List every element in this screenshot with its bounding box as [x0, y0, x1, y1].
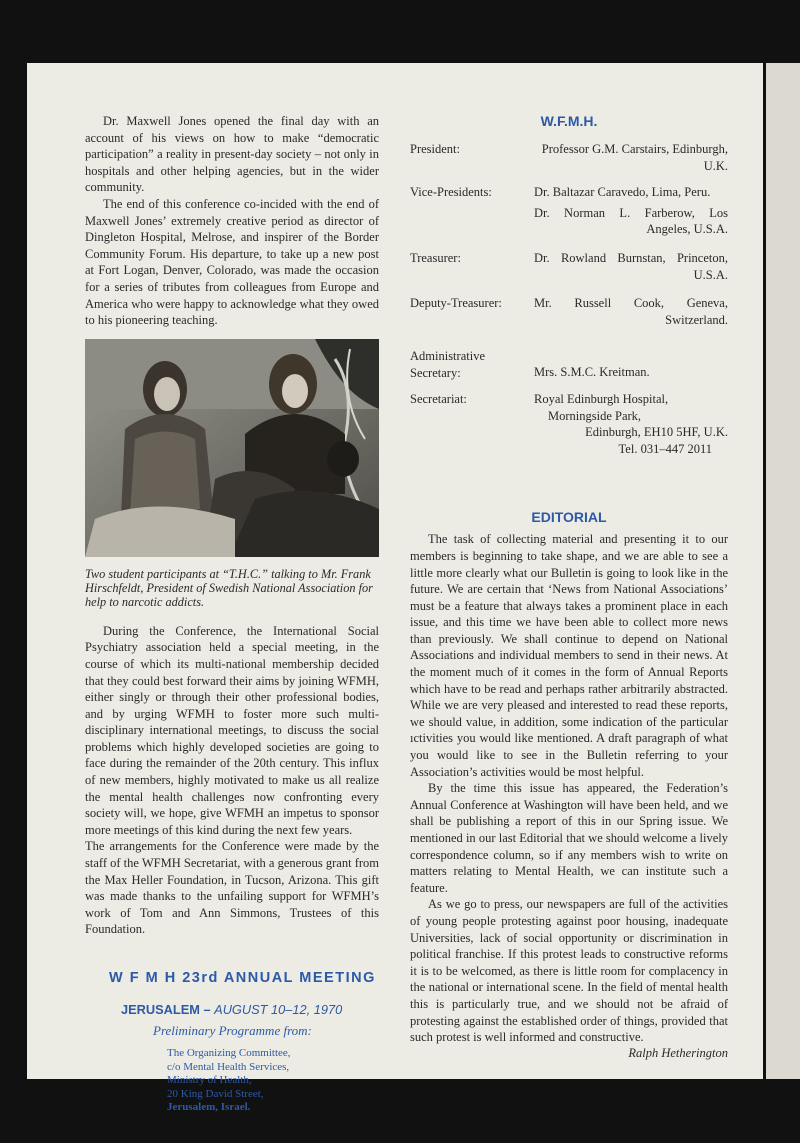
announcement-title: W F M H 23rd ANNUAL MEETING — [109, 970, 376, 986]
officer-role: Deputy-Treasurer: — [410, 296, 502, 311]
address-line: The Organizing Committee, — [167, 1047, 291, 1059]
officer-admin-secretary — [410, 348, 728, 381]
officer-name: Mrs. S.M.C. Kreitman. — [534, 365, 650, 380]
officer-role: President: — [410, 142, 460, 156]
officer-name: Royal Edinburgh Hospital, Morningside Park, Edinburgh, EH10 5HF, U.K. Tel. 031–447 2011 — [534, 391, 728, 456]
officer-role: Administrative Secretary: — [410, 349, 485, 380]
announcement-city: JERUSALEM – — [121, 1002, 215, 1017]
address-line: Ministry of Health, — [167, 1074, 252, 1086]
announcement-location-dates — [85, 1002, 379, 1017]
officer-name: Professor G.M. Carstairs, Edinburgh, U.K. — [541, 142, 728, 173]
editorial-signature: Ralph Hetherington — [628, 1045, 728, 1060]
officer-treasurer — [410, 250, 728, 283]
editorial-heading: EDITORIAL — [531, 509, 607, 526]
paragraph: The end of this conference co-incided with the end of Maxwell Jones’ extremely creative period as director of Dingleton Hospital, Melrose, and inspirer of the Border Community Forum. His departure, to take up a new post at Fort Logan, Denver, Colorado, was made the occasion for a series of tributes from colleagues from Europe and America who were happy to acknowledge what they owed to his pioneering teaching. — [85, 196, 379, 328]
officer-name: Mr. Russell Cook, Geneva, Switzerland. — [534, 296, 728, 327]
left-column — [85, 113, 379, 1115]
next-page-edge — [766, 63, 800, 1079]
paragraph: During the Conference, the International Social Psychiatry association held a special meeting, in the course of which its multi-national membership decided that they could best forward their aims by joining WFMH, either singly or through their other professional bodies, and by urging WFMH to foster more such multi-disciplinary international meetings, to discuss the social problems which highly developed societies are going to face during the remainder of the 20th century. This influx of new members, highly motivated to make us all realize the mental health challenges now confronting every society will, we hope, give WFMH an impetus to sponsor more meetings of this kind during the next few years. — [85, 623, 379, 837]
officer-role: Treasurer: — [410, 250, 461, 265]
announcement-address — [85, 1047, 379, 1115]
paragraph: Dr. Maxwell Jones opened the final day with an account of his views on how to make “democratic participation” a reality in present-day society – not only in hospitals and other helping agencies, but in the wider community. — [85, 114, 379, 195]
annual-meeting-announcement — [85, 970, 379, 1115]
paragraph: As we go to press, our newspapers are full of the activities of young people protesting against poor housing, inadequate Universities, lack of social opportunity or discrimination in political franchise. If this protest leads to constructive reforms it is to be welcomed, as there is little room for complacency in the national or international scene. In the field of mental health this is particularly true, and we should not be afraid of protesting against the established order of things, provided that such protest is well informed and constructive. — [410, 897, 728, 1045]
officer-role: Secretariat: — [410, 391, 467, 406]
announcement-dates: AUGUST 10–12, 1970 — [214, 1002, 343, 1017]
paragraph: By the time this issue has appeared, the Federation’s Annual Conference at Washington will have been held, and we shall be publishing a report of this in our Spring issue. We mentioned in our last Editorial that we should welcome a lively correspondence column, so if any members wish to write on matters relating to Mental Health, we can institute such a feature. — [410, 781, 728, 895]
officer-vice-presidents — [410, 184, 728, 238]
address-line: Jerusalem, Israel. — [167, 1101, 251, 1113]
officer-secretariat — [410, 391, 728, 457]
announcement-preliminary: Preliminary Programme from: — [153, 1023, 312, 1038]
conference-photo — [85, 339, 379, 557]
officer-deputy-treasurer — [410, 295, 728, 328]
officer-name: Dr. Baltazar Caravedo, Lima, Peru. Dr. Norman L. Farberow, Los Angeles, U.S.A. — [534, 185, 728, 237]
officer-name: Dr. Rowland Burnstan, Princeton, U.S.A. — [534, 250, 728, 282]
address-line: c/o Mental Health Services, — [167, 1060, 290, 1073]
paragraph: The task of collecting material and presenting it to our members is beginning to take shape, and we are able to see a little more clearly what our Bulletin is going to look like in the future. We are certain that ‘News from National Associations’ must be a feature that always takes a prominent place in each issue, and this time we have been able to collect more news than previously. We shall continue to depend on National Associations and individual members to send in their news. At the moment much of it comes in the form of Annual Reports which have to be read and perhaps rather arbitrarily abstracted. While we are very pleased and interested to read these reports, we should value, in addition, some indication of the particular ıctivities you would like mentioned. A draft paragraph of what you would like to see in the Bulletin referring to your Association’s activities would be most helpful. — [410, 532, 728, 779]
wfmh-heading: W.F.M.H. — [540, 113, 598, 129]
photo-image — [85, 339, 379, 557]
officer-role: Vice-Presidents: — [410, 185, 492, 200]
address-line: 20 King David Street, — [167, 1087, 264, 1100]
photo-caption: Two student participants at “T.H.C.” talking to Mr. Frank Hirschfeldt, President of Swedish National Association for help to narcotic addicts. — [85, 566, 373, 609]
officer-president — [410, 141, 728, 174]
paragraph: The arrangements for the Conference were made by the staff of the WFMH Secretariat, with a generous grant from the Max Heller Foundation, in Tucson, Arizona. This gift was made thanks to the unfailing support for WFMH’s work of Tom and Ann Simmons, Trustees of this Foundation. — [85, 839, 379, 937]
right-column — [410, 113, 728, 1061]
